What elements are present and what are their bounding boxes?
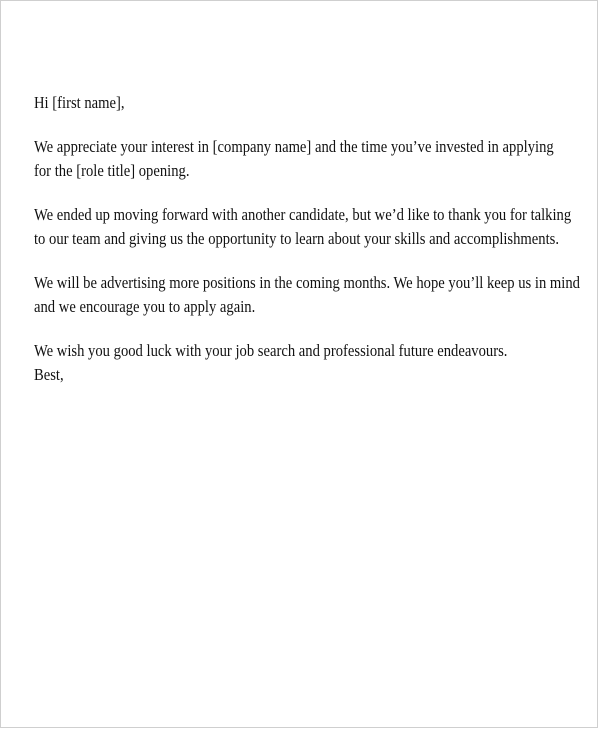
paragraph-future-positions (34, 271, 580, 319)
paragraph-good-luck-line-1: We wish you good luck with your job search and professional future endeavours. (34, 341, 508, 360)
greeting-paragraph (34, 91, 498, 115)
greeting: Hi [first name], (34, 93, 125, 112)
signoff: Best, (34, 365, 64, 384)
paragraph-appreciation-line-2: for the [role title] opening. (34, 161, 190, 180)
paragraph-appreciation (34, 135, 554, 183)
paragraph-decision-line-2: to our team and giving us the opportunity to learn about your skills and accomplishments. (34, 229, 560, 248)
paragraph-decision-line-1: We ended up moving forward with another candidate, but we’d like to thank you for talking (34, 205, 572, 224)
signoff-paragraph (34, 363, 498, 387)
paragraph-good-luck (34, 339, 508, 363)
paragraph-appreciation-line-1: We appreciate your interest in [company name] and the time you’ve invested in applying (34, 137, 554, 156)
paragraph-future-positions-line-1: We will be advertising more positions in the coming months. We hope you’ll keep us in mind (34, 273, 580, 292)
paragraph-future-positions-line-2: and we encourage you to apply again. (34, 297, 256, 316)
letter-body (34, 91, 580, 387)
paragraph-decision (34, 203, 572, 251)
